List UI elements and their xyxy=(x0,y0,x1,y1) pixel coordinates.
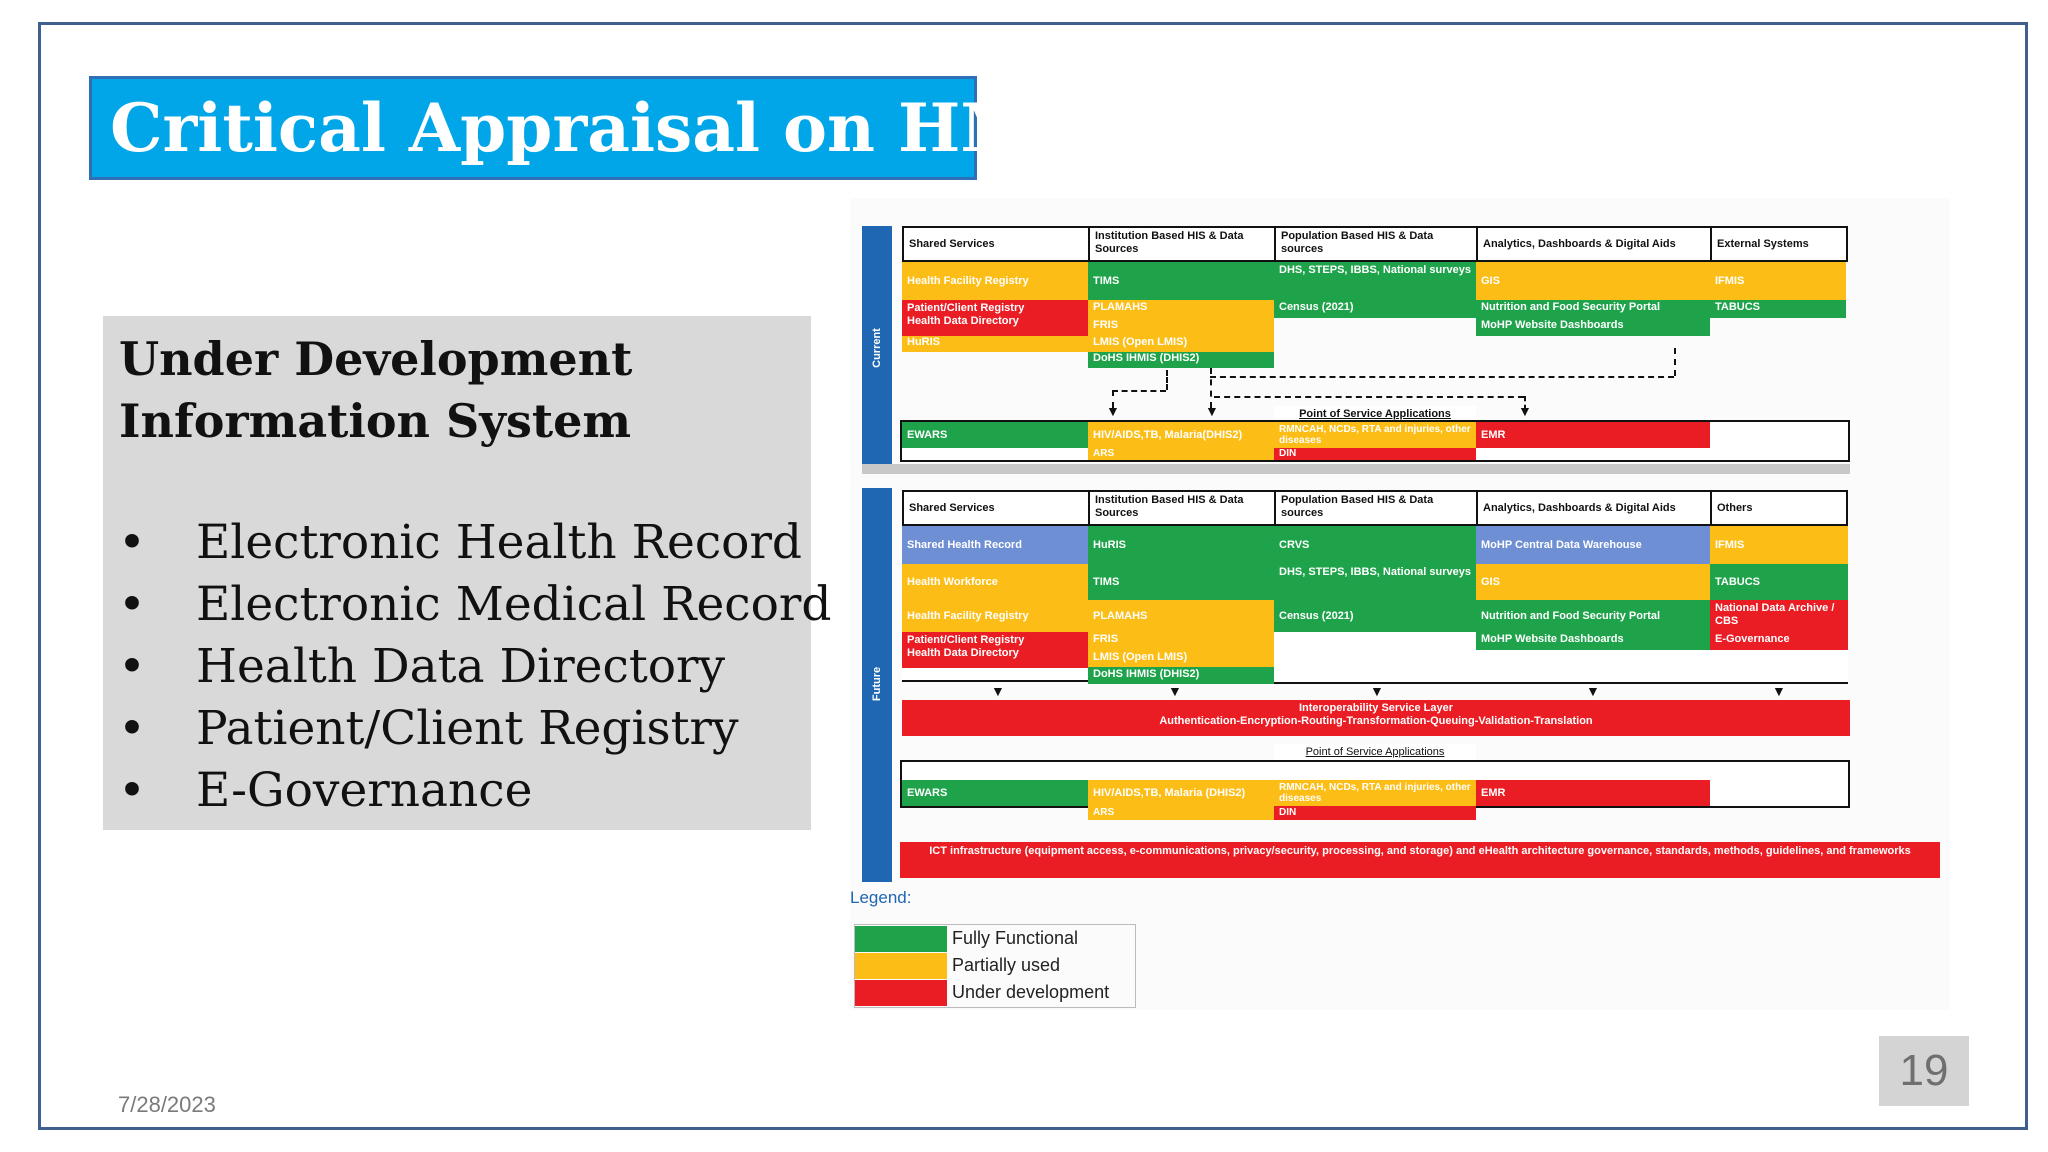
arrow-down-icon: ▼ xyxy=(1168,683,1182,699)
future-institution-item: TIMS xyxy=(1088,564,1274,600)
legend-swatch xyxy=(855,980,947,1006)
bullet-icon: • xyxy=(118,763,146,818)
future-others-item: IFMIS xyxy=(1710,526,1848,564)
current-institution-item: LMIS (Open LMIS) xyxy=(1088,335,1274,352)
current-header-population: Population Based HIS & Data sources xyxy=(1274,226,1478,262)
future-pos-item: EWARS xyxy=(902,780,1088,806)
current-sidebar xyxy=(862,226,892,474)
current-header-analytics: Analytics, Dashboards & Digital Aids xyxy=(1476,226,1712,262)
legend-swatch xyxy=(855,926,947,952)
current-pos-item: HIV/AIDS,TB, Malaria(DHIS2) xyxy=(1088,422,1274,448)
info-panel: Under Development Information System • Electronic Health Record • Electronic Medical Record • Health Data Directory • Patient/Client Registry • E-Governance xyxy=(103,316,811,830)
future-institution-item: HuRIS xyxy=(1088,526,1274,564)
current-institution-item: PLAMAHS xyxy=(1088,300,1274,318)
current-pos-item: EWARS xyxy=(902,422,1088,448)
future-population-item: CRVS xyxy=(1274,526,1476,564)
future-pos-item: HIV/AIDS,TB, Malaria (DHIS2) xyxy=(1088,780,1274,806)
current-header-shared: Shared Services xyxy=(902,226,1090,262)
future-header-others: Others xyxy=(1710,490,1848,526)
slide-title: Critical Appraisal on HMIS xyxy=(110,89,1112,167)
future-header-institution: Institution Based HIS & Data Sources xyxy=(1088,490,1276,526)
current-pos-item: DIN xyxy=(1274,448,1476,460)
current-shared-item: Health Facility Registry xyxy=(902,262,1088,300)
future-pos-item: RMNCAH, NCDs, RTA and injuries, other diseases xyxy=(1274,780,1476,806)
legend xyxy=(854,924,1136,1008)
ict-infrastructure-bar: ICT infrastructure (equipment access, e-communications, privacy/security, processing, and storage) and eHealth architecture governance, standards, methods, guidelines, and frameworks xyxy=(900,842,1940,878)
arrow-down-icon: ▼ xyxy=(1106,403,1120,419)
future-institution-item: DoHS IHMIS (DHIS2) xyxy=(1088,667,1274,684)
current-pos-item: RMNCAH, NCDs, RTA and injuries, other diseases xyxy=(1274,422,1476,448)
interoperability-layer: Interoperability Service Layer Authentication-Encryption-Routing-Transformation-Queuing-Validation-Translation xyxy=(902,700,1850,736)
arrow-down-icon: ▼ xyxy=(1370,683,1384,699)
page-number: 19 xyxy=(1879,1036,1969,1106)
panel-heading: Under Development Information System xyxy=(119,332,633,448)
current-institution-item: TIMS xyxy=(1088,262,1274,300)
hmis-architecture-diagram xyxy=(850,198,1950,1010)
future-analytics-item: GIS xyxy=(1476,564,1710,600)
future-label: Future xyxy=(871,666,883,702)
future-analytics-item: Nutrition and Food Security Portal xyxy=(1476,600,1710,632)
future-header-analytics: Analytics, Dashboards & Digital Aids xyxy=(1476,490,1712,526)
current-analytics-item: MoHP Website Dashboards xyxy=(1476,318,1710,336)
current-analytics-item: GIS xyxy=(1476,262,1710,300)
legend-item: Partially used xyxy=(855,953,1133,979)
arrow-down-icon: ▼ xyxy=(1518,403,1532,419)
future-population-item: DHS, STEPS, IBBS, National surveys xyxy=(1274,564,1476,600)
title-banner xyxy=(89,76,1112,180)
future-pos-item: DIN xyxy=(1274,806,1476,820)
future-analytics-item: MoHP Central Data Warehouse xyxy=(1476,526,1710,564)
current-pos-item: EMR xyxy=(1476,422,1710,448)
arrow-down-icon: ▼ xyxy=(1772,683,1786,699)
current-population-item: DHS, STEPS, IBBS, National surveys xyxy=(1274,262,1476,300)
current-pos-title: Point of Service Applications xyxy=(1274,406,1476,422)
current-population-item: Census (2021) xyxy=(1274,300,1476,318)
future-header-population: Population Based HIS & Data sources xyxy=(1274,490,1478,526)
bullet-icon: • xyxy=(118,639,146,694)
future-others-item: TABUCS xyxy=(1710,564,1848,600)
future-institution-item: FRIS xyxy=(1088,632,1274,650)
future-shared-item: Health Workforce xyxy=(902,564,1088,600)
future-analytics-item: MoHP Website Dashboards xyxy=(1476,632,1710,650)
current-shared-item: Patient/Client Registry Health Data Directory xyxy=(902,300,1088,336)
current-external-item: TABUCS xyxy=(1710,300,1846,318)
future-others-item: National Data Archive / CBS xyxy=(1710,600,1848,632)
current-institution-item: FRIS xyxy=(1088,318,1274,335)
current-analytics-item: Nutrition and Food Security Portal xyxy=(1476,300,1710,318)
bullet-icon: • xyxy=(118,515,146,570)
current-label: Current xyxy=(871,328,883,368)
arrow-down-icon: ▼ xyxy=(991,683,1005,699)
bullet-icon: • xyxy=(118,577,146,632)
current-shared-item: HuRIS xyxy=(902,336,1088,352)
current-external-item: IFMIS xyxy=(1710,262,1846,300)
future-others-item: E-Governance xyxy=(1710,632,1848,650)
future-pos-item: EMR xyxy=(1476,780,1710,806)
future-header-shared: Shared Services xyxy=(902,490,1090,526)
future-shared-item: Patient/Client Registry Health Data Directory xyxy=(902,632,1088,668)
future-population-item: Census (2021) xyxy=(1274,600,1476,632)
arrow-down-icon: ▼ xyxy=(1205,403,1219,419)
legend-item: Under development xyxy=(855,980,1133,1006)
current-header-institution: Institution Based HIS & Data Sources xyxy=(1088,226,1276,262)
future-shared-item: Health Facility Registry xyxy=(902,600,1088,632)
current-header-external: External Systems xyxy=(1710,226,1848,262)
future-institution-item: PLAMAHS xyxy=(1088,600,1274,632)
future-sidebar xyxy=(862,488,892,882)
legend-swatch xyxy=(855,953,947,979)
slide-date: 7/28/2023 xyxy=(118,1092,216,1117)
legend-title: Legend: xyxy=(850,888,912,907)
future-pos-title: Point of Service Applications xyxy=(1274,744,1476,760)
current-institution-item: DoHS IHMIS (DHIS2) xyxy=(1088,352,1274,368)
current-pos-item: ARS xyxy=(1088,448,1274,460)
future-pos-item: ARS xyxy=(1088,806,1274,820)
future-institution-item: LMIS (Open LMIS) xyxy=(1088,650,1274,667)
arrow-down-icon: ▼ xyxy=(1586,683,1600,699)
bullet-icon: • xyxy=(118,701,146,756)
legend-item: Fully Functional xyxy=(855,926,1133,952)
future-shared-item: Shared Health Record xyxy=(902,526,1088,564)
